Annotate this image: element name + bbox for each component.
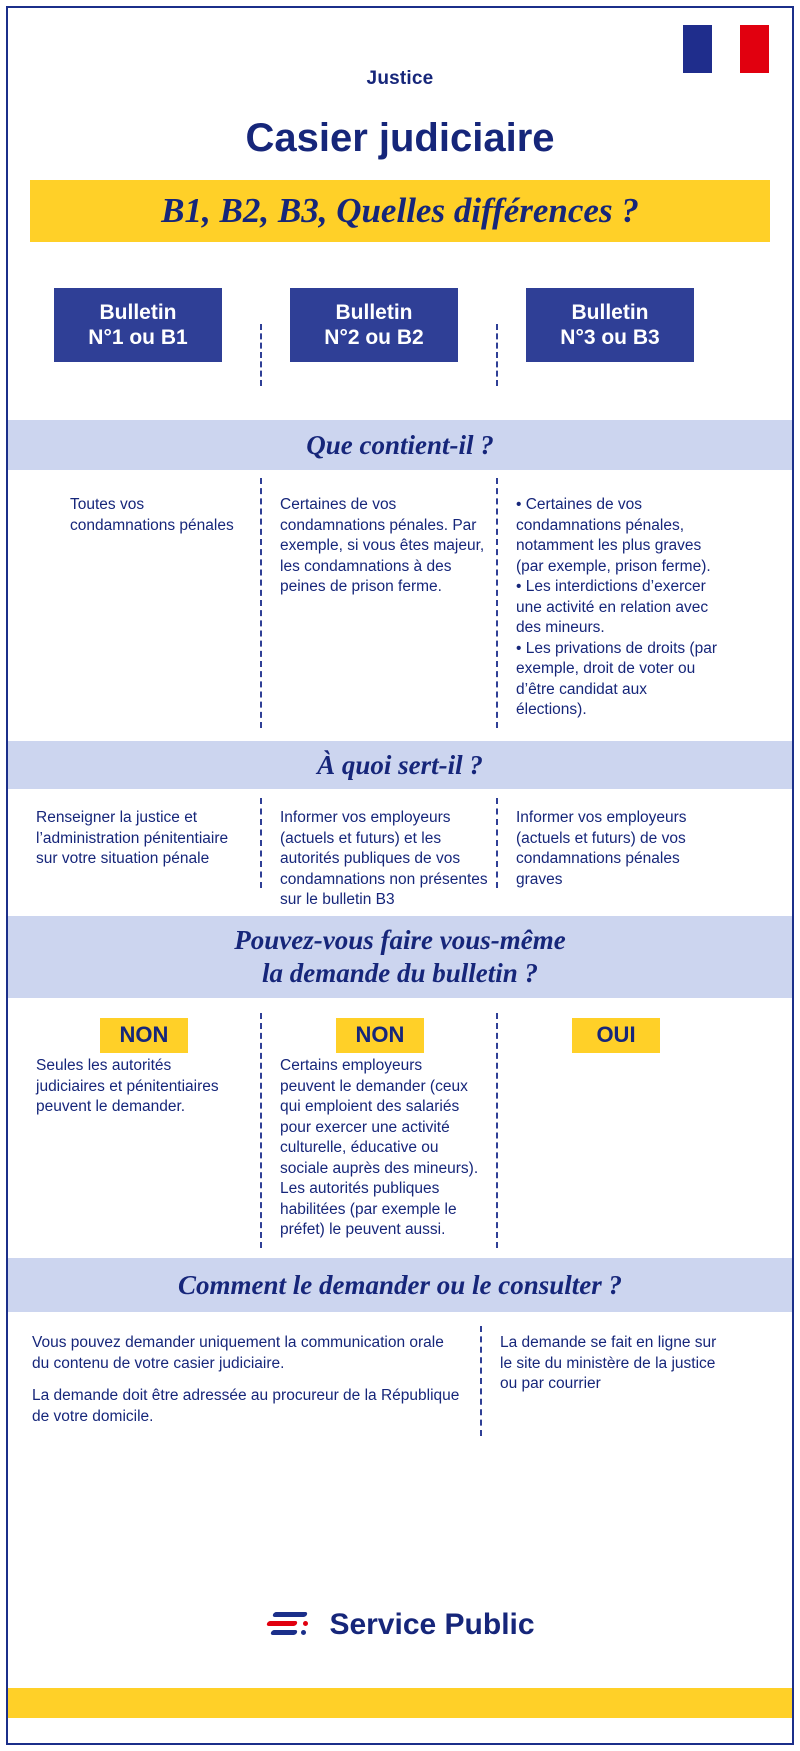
- page-title: Casier judiciaire: [245, 116, 555, 160]
- column-header-b2: [290, 288, 458, 362]
- cell-s2-b1-p1: Renseigner la justice et l’administration pénitentiaire sur votre situation pénale: [36, 809, 229, 867]
- cell-s1-b1-p1: Toutes vos condamnations pénales: [70, 496, 234, 534]
- divider-s1-1: [260, 478, 262, 728]
- section-heading-request-line2: la demande du bulletin ?: [261, 958, 539, 988]
- french-flag-icon: [682, 24, 770, 74]
- divider-s3-2: [496, 1013, 498, 1248]
- cell-s3-b1-p1: Seules les autorités judiciaires et pénitentiaires peuvent le demander.: [36, 1057, 219, 1115]
- column-header-b2-line1: Bulletin: [335, 301, 413, 324]
- answer-badge-b1: NON: [100, 1018, 188, 1053]
- section-heading-contents-text: Que contient-il ?: [306, 429, 494, 460]
- cell-s2-b2: [280, 808, 490, 911]
- cell-s3-b1: [36, 1056, 241, 1118]
- cell-s3-b2-p1: Certains employeurs peuvent le demander (ceux qui emploient des salariés pour exercer une activité culturelle, éducative ou sociale auprès des mineurs). Les autorités publiques habilitées (par exemple le préfet) le peuvent aussi.: [280, 1057, 479, 1238]
- divider-s1-2: [496, 478, 498, 728]
- divider-header-2: [496, 324, 498, 386]
- column-headers: [8, 288, 792, 368]
- divider-header-1: [260, 324, 262, 386]
- cell-s2-b3: [516, 808, 721, 890]
- cell-s1-b3-p3: • Les privations de droits (par exemple, droit de voter ou d’être candidat aux élections).: [516, 639, 717, 718]
- section-heading-contents: [8, 420, 792, 470]
- column-header-b3: [526, 288, 694, 362]
- cell-s4-left-p2: La demande doit être adressée au procureur de la République de votre domicile.: [32, 1387, 460, 1425]
- marianne-icon: ➤: [713, 37, 731, 59]
- section-heading-purpose: [8, 741, 792, 789]
- section-heading-request: [8, 916, 792, 998]
- cell-s1-b3-p2: • Les interdictions d’exercer une activité en relation avec des mineurs.: [516, 578, 709, 636]
- section-heading-howto-text: Comment le demander ou le consulter ?: [177, 1269, 622, 1300]
- divider-s2-1: [260, 798, 262, 888]
- service-public-wordmark: Service Public: [329, 1608, 535, 1641]
- section-heading-purpose-text: À quoi sert-il ?: [317, 749, 483, 780]
- service-public-logo-icon: [265, 1608, 315, 1642]
- cell-s4-right: [500, 1333, 720, 1395]
- cell-s4-right-p1: La demande se fait en ligne sur le site du ministère de la justice ou par courrier: [500, 1334, 717, 1392]
- footer-logo[interactable]: [8, 1608, 792, 1642]
- cell-s1-b2: [280, 495, 485, 598]
- subtitle-text: B1, B2, B3, Quelles différences ?: [161, 191, 639, 230]
- answer-badge-b2: NON: [336, 1018, 424, 1053]
- column-header-b2-line2: N°2 ou B2: [324, 326, 424, 349]
- page-content: [8, 8, 792, 1743]
- column-header-b1: [54, 288, 222, 362]
- flag-white-band: [712, 25, 741, 73]
- column-header-b3-line2: N°3 ou B3: [560, 326, 660, 349]
- column-header-b3-line1: Bulletin: [571, 301, 649, 324]
- cell-s3-b2: [280, 1056, 480, 1241]
- cell-s2-b1: [36, 808, 246, 870]
- cell-s2-b2-p1: Informer vos employeurs (actuels et futurs) et les autorités publiques de vos condamnations non présentes sur le bulletin B3: [280, 809, 488, 908]
- cell-s1-b1: [70, 495, 245, 536]
- column-header-b1-line2: N°1 ou B1: [88, 326, 188, 349]
- cell-s4-left: [32, 1333, 462, 1427]
- column-header-b1-line1: Bulletin: [99, 301, 177, 324]
- cell-s4-left-p1: Vous pouvez demander uniquement la communication orale du contenu de votre casier judiciaire.: [32, 1334, 444, 1372]
- flag-red-band: [740, 25, 769, 73]
- divider-s2-2: [496, 798, 498, 888]
- cell-s1-b2-p1: Certaines de vos condamnations pénales. Par exemple, si vous êtes majeur, les condamnations à des peines de prison ferme.: [280, 496, 485, 595]
- divider-s3-1: [260, 1013, 262, 1248]
- cell-s1-b3: [516, 495, 721, 721]
- answer-badge-b3: OUI: [572, 1018, 660, 1053]
- section-heading-request-line1: Pouvez-vous faire vous-même: [234, 925, 566, 955]
- cell-s2-b3-p1: Informer vos employeurs (actuels et futurs) de vos condamnations pénales graves: [516, 809, 687, 888]
- subtitle-banner: [30, 180, 770, 242]
- footer-yellow-bar: [8, 1688, 792, 1718]
- cell-s1-b3-p1: • Certaines de vos condamnations pénales, notamment les plus graves (par exemple, prison ferme).: [516, 496, 711, 575]
- divider-s4-1: [480, 1326, 482, 1436]
- ministry-label: Justice: [366, 68, 434, 89]
- section-heading-howto: [8, 1258, 792, 1312]
